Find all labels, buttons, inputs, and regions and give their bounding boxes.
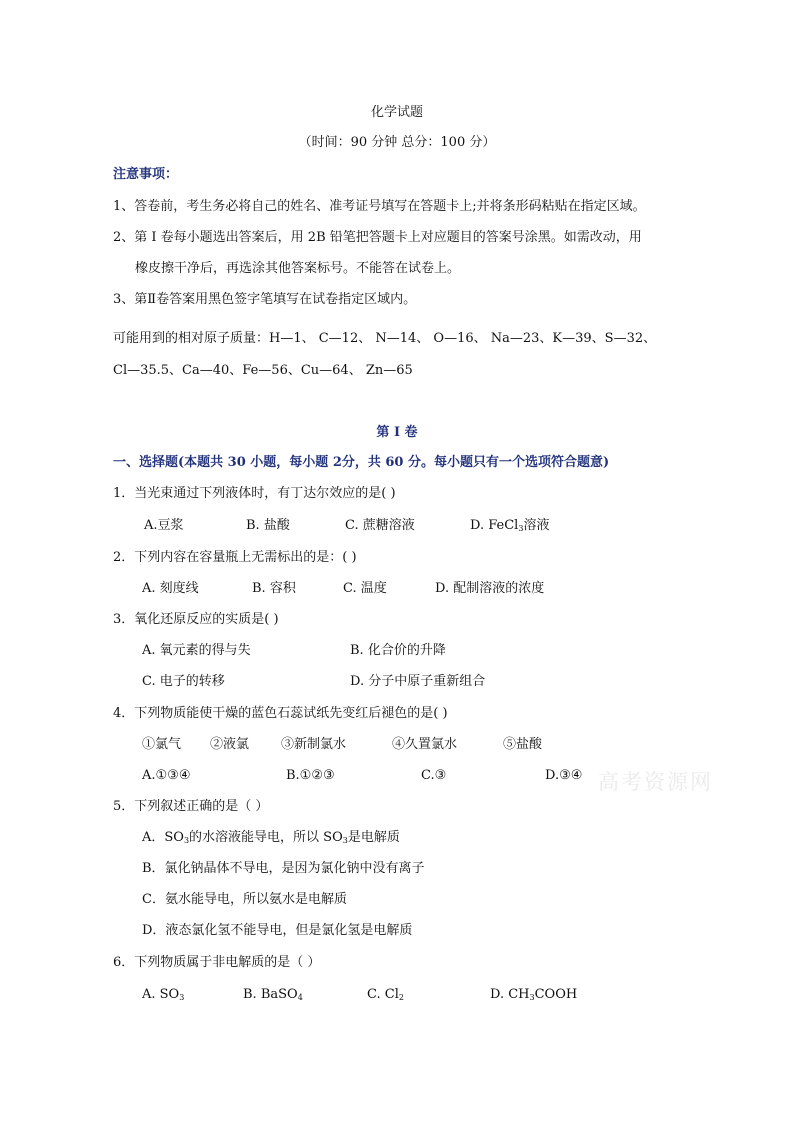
option-d: D. FeCl$_3$溶液 xyxy=(470,518,550,533)
atomic-mass-line-2: Cl—35.5、Ca—40、Fe—56、Cu—64、 Zn—65 xyxy=(113,363,413,378)
option-c: C.③ xyxy=(421,768,447,783)
question-3-options-row-2 xyxy=(0,673,794,691)
option-b: B. BaSO$_4$ xyxy=(243,987,303,1002)
option-c: C. 电子的转移 xyxy=(142,674,225,689)
option-a: A. 刻度线 xyxy=(142,581,199,596)
question-4-stem: 4．下列物质能使干燥的蓝色石蕊试纸先变红后褪色的是( ) xyxy=(113,706,448,721)
question-5-option-c: C．氨水能导电，所以氨水是电解质 xyxy=(142,892,347,907)
question-1-stem: 1．当光束通过下列液体时，有丁达尔效应的是( ) xyxy=(113,486,396,501)
question-5-option-a: A．$SO_3$的水溶液能导电，所以 $SO_3$是电解质 xyxy=(142,830,400,845)
choice-2: ②液氯 xyxy=(210,737,250,752)
option-c: C. $Cl_2$ xyxy=(367,987,404,1002)
question-5-stem: 5．下列叙述正确的是（ ） xyxy=(113,799,269,814)
option-a: A. 氧元素的得与失 xyxy=(142,643,251,658)
option-d: D. 配制溶液的浓度 xyxy=(435,581,545,596)
section-title: 第 I 卷 xyxy=(376,425,418,440)
question-3-options-row-1 xyxy=(0,642,794,660)
question-2-stem: 2．下列内容在容量瓶上无需标出的是：( ) xyxy=(113,550,357,565)
option-c: C. 温度 xyxy=(343,581,387,596)
question-4-choices xyxy=(0,736,794,754)
watermark-logo: 高考资源网 xyxy=(598,770,713,794)
option-c: C. 蔗糖溶液 xyxy=(345,518,415,533)
note-item-2: 2、第 I 卷每小题选出答案后，用 2B 铅笔把答题卡上对应题目的答案号涂黑。如需改动，用 xyxy=(113,230,642,245)
exam-time-score: （时间：90 分钟 总分：100 分） xyxy=(298,135,496,150)
option-d: D. 分子中原子重新组合 xyxy=(350,674,486,689)
option-d: D.③④ xyxy=(545,768,583,783)
option-b: B. 化合价的升降 xyxy=(350,643,446,658)
option-a: A. $SO_3$ xyxy=(142,987,185,1002)
option-d: D. $CH_3COOH$ xyxy=(490,987,578,1002)
choice-4: ④久置氯水 xyxy=(392,737,458,752)
notes-heading: 注意事项： xyxy=(113,167,179,182)
choice-3: ③新制氯水 xyxy=(281,737,347,752)
question-2-options xyxy=(0,580,794,598)
option-a: A.豆浆 xyxy=(144,518,184,533)
question-6-options xyxy=(0,986,794,1004)
note-item-2-continued: 橡皮擦干净后，再选涂其他答案标号。不能答在试卷上。 xyxy=(135,261,461,276)
question-1-options xyxy=(0,517,794,535)
question-3-stem: 3．氧化还原反应的实质是( ) xyxy=(113,612,279,627)
question-5-option-b: B．氯化钠晶体不导电，是因为氯化钠中没有离子 xyxy=(142,861,425,876)
question-6-stem: 6．下列物质属于非电解质的是（ ） xyxy=(113,955,321,970)
option-b: B.①②③ xyxy=(286,768,335,783)
note-item-3: 3、第Ⅱ卷答案用黑色签字笔填写在试卷指定区域内。 xyxy=(113,292,417,307)
option-a: A.①③④ xyxy=(142,768,191,783)
question-5-option-d: D．液态氯化氢不能导电，但是氯化氢是电解质 xyxy=(142,923,413,938)
note-item-1: 1、答卷前，考生务必将自己的姓名、准考证号填写在答题卡上;并将条形码粘贴在指定区域。 xyxy=(113,199,646,214)
option-b: B. 容积 xyxy=(252,581,296,596)
choice-5: ⑤盐酸 xyxy=(503,737,543,752)
page-title: 化学试题 xyxy=(370,105,423,120)
atomic-mass-line-1: 可能用到的相对原子质量：H—1、 C—12、 N—14、 O—16、 Na—23、K—39、S—32、 xyxy=(113,331,657,346)
part-heading: 一、选择题(本题共 30 小题，每小题 2分，共 60 分。每小题只有一个选项符合题意) xyxy=(113,455,610,470)
choice-1: ①氯气 xyxy=(142,737,182,752)
option-b: B. 盐酸 xyxy=(246,518,290,533)
